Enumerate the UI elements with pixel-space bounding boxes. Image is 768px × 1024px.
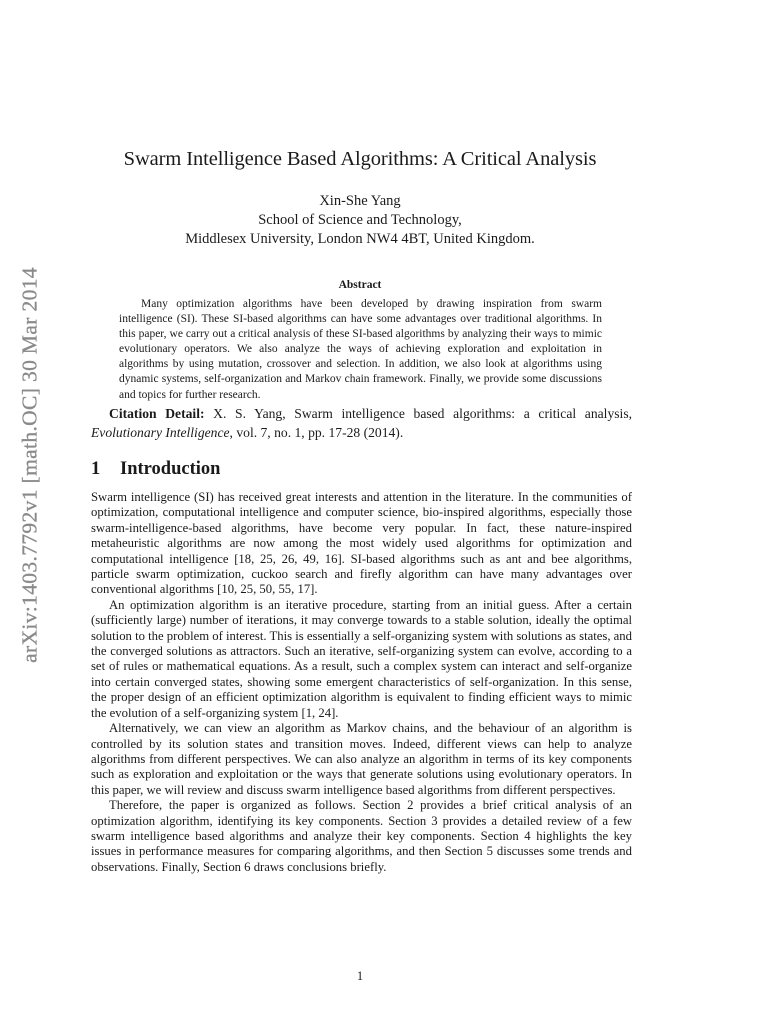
section-body (91, 490, 632, 875)
citation-detail (91, 405, 632, 442)
section-number: 1 (91, 459, 101, 479)
author-block (80, 192, 640, 249)
citation-text-before: X. S. Yang, Swarm intelligence based algorithms: a critical analysis, (204, 406, 633, 421)
body-paragraph-3: Alternatively, we can view an algorithm as Markov chains, and the behaviour of an algorithm is controlled by its solution states and transition moves. Indeed, different views can help to analyze algorithms from different perspectives. We can also analyze an algorithm in terms of its key components such as exploration and exploitation or the ways that generate solutions using evolutionary operators. In this paper, we will review and discuss swarm intelligence based algorithms from different perspectives. (91, 721, 632, 797)
page-number: 1 (356, 969, 364, 983)
section-title: Introduction (120, 459, 221, 479)
body-paragraph-4: Therefore, the paper is organized as follows. Section 2 provides a brief critical analysis of an optimization algorithm, identifying its key components. Section 3 provides a detailed review of a few swarm intelligence based algorithms and analyze their key components. Section 4 highlights the key issues in performance measures for comparing algorithms, and then Section 5 discusses some trends and observations. Finally, Section 6 draws conclusions briefly. (91, 798, 632, 874)
body-paragraph-1: Swarm intelligence (SI) has received great interests and attention in the literature. In the communities of optimization, computational intelligence and computer science, bio-inspired algorithms, especially those swarm-intelligence-based algorithms, have become very popular. In fact, these nature-inspired metaheuristic algorithms are now among the most widely used algorithms for optimization and computational intelligence [18, 25, 26, 49, 16]. SI-based algorithms such as ant and bee algorithms, particle swarm optimization, cuckoo search and firefly algorithm can have many advantages over conventional algorithms [10, 25, 50, 55, 17]. (91, 490, 632, 597)
body-paragraph-2: An optimization algorithm is an iterative procedure, starting from an initial guess. After a certain (sufficiently large) number of iterations, it may converge towards to a stable solution, ideally the optimal solution to the problem of interest. This is essentially a self-organizing system with solutions as states, and the converged solutions as attractors. Such an iterative, self-organizing system can evolve, according to a set of rules or mathematical equations. As a result, such a complex system can interact and self-organize into certain converged states, showing some emergent characteristics of self-organization. In this sense, the proper design of an efficient optimization algorithm is equivalent to finding efficient ways to mimic the evolution of a self-organizing system [1, 24]. (91, 597, 632, 720)
citation-journal: Evolutionary Intelligence (91, 424, 230, 440)
abstract-text: Many optimization algorithms have been developed by drawing inspiration from swarm intelligence (SI). These SI-based algorithms can have some advantages over traditional algorithms. In this paper, we carry out a critical analysis of these SI-based algorithms by analyzing their ways to mimic evolutionary operators. We also analyze the ways of achieving exploration and exploitation in algorithms by using mutation, crossover and selection. In addition, we also look at algorithms using dynamic systems, self-organization and Markov chain framework. Finally, we provide some discussions and topics for further research. (119, 298, 602, 401)
paper-title: Swarm Intelligence Based Algorithms: A Critical Analysis (123, 148, 597, 170)
arxiv-identifier-stamp (12, 230, 48, 700)
citation-label: Citation Detail: (109, 406, 205, 421)
section-heading (91, 459, 220, 480)
author-affiliation-line2: Middlesex University, London NW4 4BT, United Kingdom. (185, 231, 535, 247)
abstract-heading: Abstract (338, 279, 382, 291)
citation-text-after: , vol. 7, no. 1, pp. 17-28 (2014). (229, 424, 404, 440)
arxiv-identifier-text: arXiv:1403.7792v1 [math.OC] 30 Mar 2014 (17, 267, 42, 663)
author-affiliation-line1: School of Science and Technology, (258, 212, 462, 228)
author-name: Xin-She Yang (319, 193, 401, 209)
